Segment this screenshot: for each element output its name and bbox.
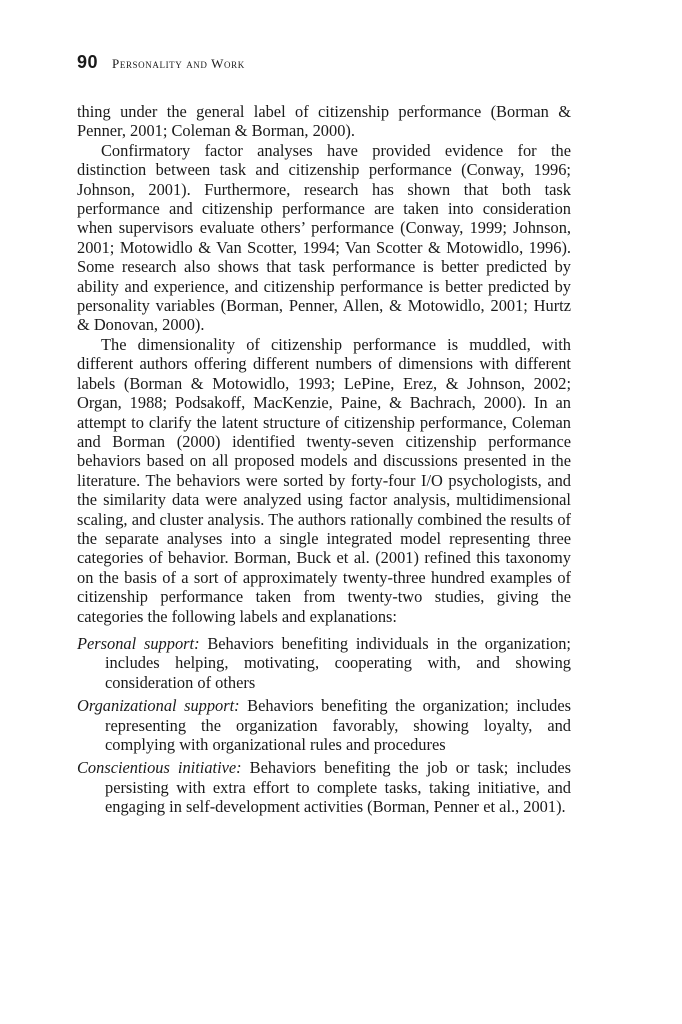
paragraph-confirmatory-factor: Confirmatory factor analyses have provided evidence for the distinction between task and citizenship performance (Conway, 1996; Johnson, 2001). Furthermore, research has shown that both task performance and citizenship performance are taken into consideration when supervisors evaluate others’ performance (Conway, 1999; Johnson, 2001; Motowidlo & Van Scotter, 1994; Van Scotter & Motowidlo, 1996). Some research also shows that task performance is better predicted by ability and experience, and citizenship performance is better predicted by personality variables (Borman, Penner, Allen, & Motowidlo, 2001; Hurtz & Donovan, 2000). — [77, 140, 571, 335]
definition-text: Behaviors benefiting individuals in the organization; includes helping, motivating, cooperating with, and showing consideration of others — [105, 633, 571, 692]
running-head — [77, 52, 571, 78]
definition-text: Behaviors benefiting the organization; includes representing the organization favorably, showing loyalty, and complying with organizational rules and procedures — [105, 696, 571, 754]
book-page — [77, 52, 571, 821]
definition-term: Organizational support: — [77, 696, 240, 716]
definition-conscientious-initiative — [77, 758, 571, 816]
paragraph-continuation: thing under the general label of citizenship performance (Borman & Penner, 2001; Coleman & Borman, 2000). — [77, 102, 571, 141]
definition-term: Personal support: — [77, 633, 200, 653]
definition-personal-support — [77, 634, 571, 692]
paragraph-dimensionality: The dimensionality of citizenship performance is muddled, with different authors offering different numbers of dimensions with different labels (Borman & Motowidlo, 1993; LePine, Erez, & Johnson, 2002; Organ, 1988; Podsakoff, MacKenzie, Paine, & Bachrach, 2000). In an attempt to clarify the latent structure of citizenship performance, Coleman and Borman (2000) identified twenty-seven citizenship performance behaviors based on all proposed models and discussions presented in the literature. The behaviors were sorted by forty-four I/O psychologists, and the similarity data were analyzed using factor analysis, multidimensional scaling, and cluster analysis. The authors rationally combined the results of the separate analyses into a single integrated model representing three categories of behavior. Borman, Buck et al. (2001) refined this taxonomy on the basis of a sort of approximately twenty-three hundred examples of citizenship performance taken from twenty-two studies, giving the categories the following labels and explanations: — [77, 334, 571, 626]
definition-organizational-support — [77, 696, 571, 754]
running-title: Personality and Work — [112, 56, 245, 71]
definition-text: Behaviors benefiting the job or task; includes persisting with extra effort to complete tasks, taking initiative, and engaging in self-development activities (Borman, Penner et al., 2001). — [105, 758, 571, 817]
page-number: 90 — [77, 52, 99, 72]
body-text — [77, 102, 571, 626]
definition-list — [77, 634, 571, 817]
definition-term: Conscientious initiative: — [77, 758, 242, 778]
